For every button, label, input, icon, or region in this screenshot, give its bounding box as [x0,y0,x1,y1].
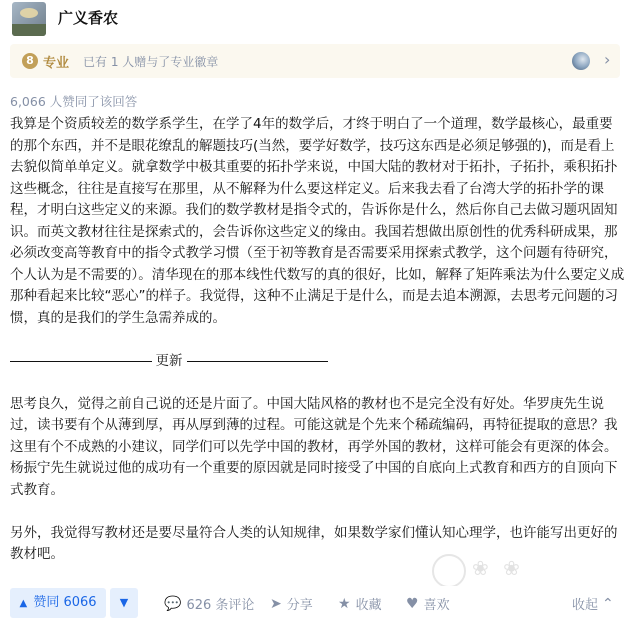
vote-up-button[interactable] [10,588,106,618]
badge-title: 专业 [43,56,70,71]
comment-icon: 💬 [164,595,182,612]
badge-giver-avatar[interactable] [572,52,590,70]
answer-paragraph: 思考良久，觉得之前自己说的还是片面了。中国大陆风格的教材也不是完全没有好处。华罗庚先生说过，读书要有个从薄到厚，再从厚到薄的过程。可能这就是个先来个稀疏编码，再特征提取的意思？我这里有个不成熟的小建议，同学们可以先学中国的教材，再学外国的教材，这样可能会有更深的体会。杨振宁先生就说过他的成功有一个重要的原因就是同时接受了中国的自底向上式教育和西方的自顶向下式教育。 [10,395,618,498]
divider-rule [10,361,152,362]
author-name[interactable]: 广义香农 [58,9,119,27]
upvote-summary: 6,066 人赞同了该回答 [10,94,138,109]
badge-bar[interactable] [10,44,620,78]
update-divider [10,351,328,373]
chevron-up-icon: ⌃ [602,595,614,612]
watermark-glyphs: ❀ ❀ [472,556,524,580]
heart-icon: ♥ [406,595,419,612]
favorite-button[interactable] [338,594,382,613]
star-icon: ★ [338,595,351,612]
vote-up-label: 赞同 6066 [33,595,97,610]
share-icon: ➤ [270,595,282,612]
action-bar [0,586,640,624]
divider-label: 更新 [155,352,183,369]
comments-button[interactable] [164,594,254,613]
like-button[interactable] [406,594,450,613]
answer-paragraph: 另外，我觉得写教材还是要尽量符合人类的认知规律，如果数学家们懂认知心理学，也许能写出更好的教材吧。 [10,524,618,562]
answer-paragraph: 我算是个资质较差的数学系学生，在学了4年的数学后，才终于明白了一个道理，数学最核心，最重要的那个东西，并不是眼花缭乱的解题技巧(当然，要学好数学，技巧这东西是必须足够强的)，而是看上去貌似简单单定义。就拿数学中极其重要的拓扑学来说，中国大陆的教材对于拓扑，子拓扑，乘积拓扑这些概念，往往是直接写在那里，从不解释为什么要这样定义。后来我去看了台湾大学的拓扑学的课程，才明白这些定义的来源。我们的数学教材是指令式的，告诉你是什么，然后你自己去做习题巩固知识。而英文教材往往是探索式的，会告诉你这些定义的缘由。我国若想做出原创性的优秀科研成果，那必须改变高等教育中的指令式教学习惯（至于初等教育是否需要采用探索式教学，这个问题有待研究，个人认为是不需要的）。清华现在的那本线性代数写的真的很好，比如，解释了矩阵乘法为什么要定义成那种看起来比较“恶心”的样子。我觉得，这种不止满足于是什么，而是去追本溯源，去思考元问题的习惯，真的是我们的学生急需养成的。 [10,116,625,326]
triangle-down-icon: ▼ [119,596,129,609]
watermark-logo [432,552,532,586]
watermark-ring [432,554,466,588]
author-avatar[interactable] [12,2,46,36]
triangle-up-icon: ▲ [19,598,28,609]
favorite-label: 收藏 [355,598,382,613]
share-label: 分享 [286,598,313,613]
collapse-button[interactable] [572,594,614,613]
collapse-label: 收起 [572,598,599,613]
like-label: 喜欢 [423,598,450,613]
avatar-art-ground [12,24,46,36]
badge-description: 已有 1 人赠与了专业徽章 [83,55,219,69]
vote-down-button[interactable] [110,588,138,618]
share-button[interactable] [270,594,313,613]
chevron-right-icon[interactable]: › [604,50,611,69]
badge-icon: 8 [22,53,38,69]
answer-content [10,114,626,566]
comments-label: 626 条评论 [186,598,255,613]
answer-header [0,0,640,40]
divider-rule [187,361,329,362]
avatar-art [20,8,38,18]
